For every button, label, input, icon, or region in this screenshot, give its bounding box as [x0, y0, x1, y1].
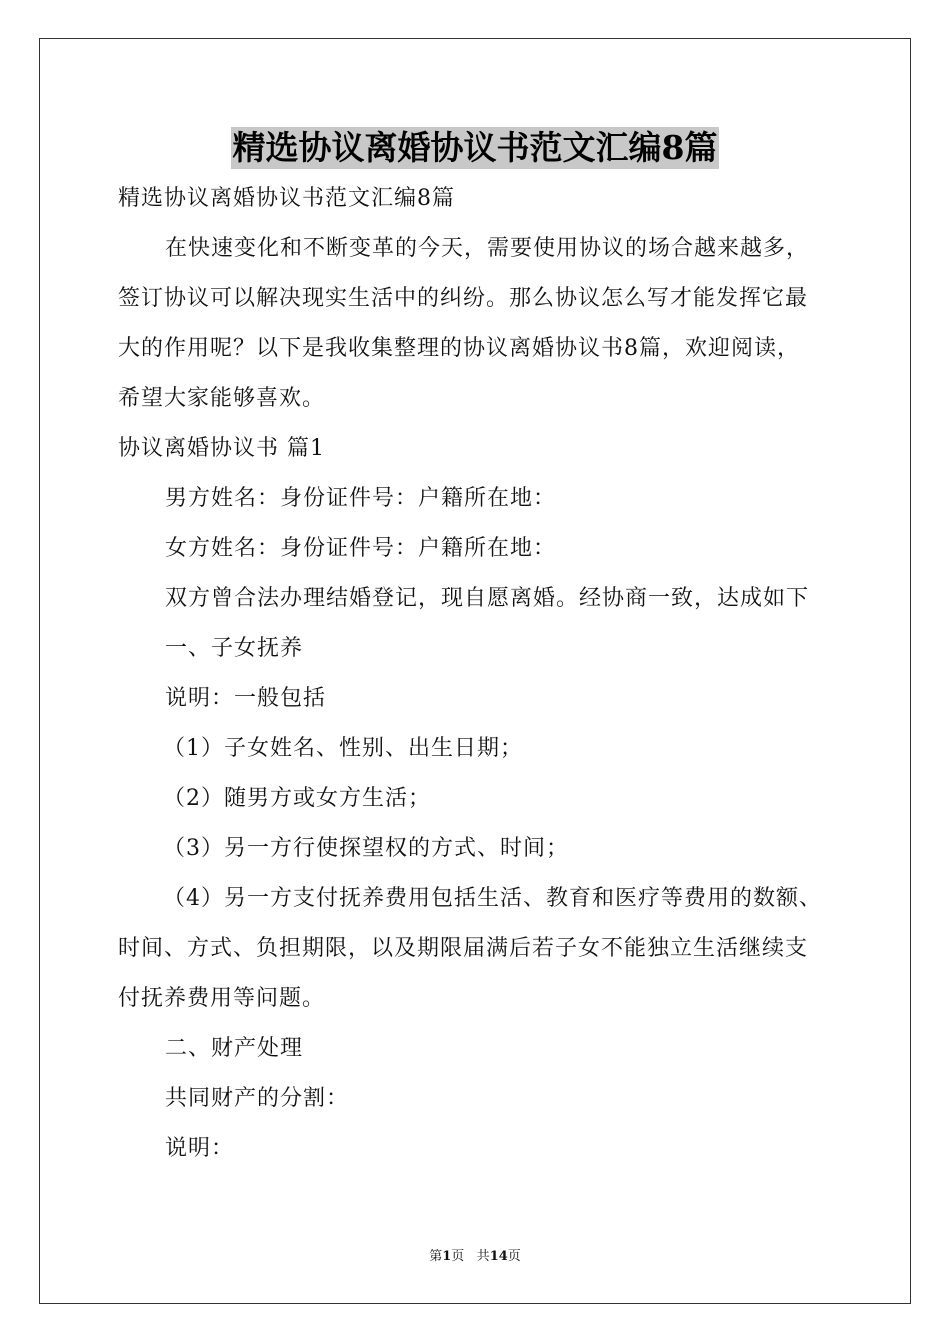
- item-4-line-2: 时间、方式、负担期限，以及期限届满后若子女不能独立生活继续支: [118, 936, 809, 961]
- explanation-line-2: 说明：: [165, 1136, 235, 1161]
- intro-line-4: 希望大家能够喜欢。: [118, 386, 326, 411]
- footer-page-suffix: 页: [451, 1249, 465, 1264]
- footer-total-suffix: 页: [507, 1249, 521, 1264]
- property-heading: 二、财产处理: [165, 1036, 304, 1061]
- item-1-line: （1）子女姓名、性别、出生日期；: [163, 736, 523, 761]
- item-2-line: （2）随男方或女方生活；: [163, 786, 431, 811]
- intro-line-1: 在快速变化和不断变革的今天，需要使用协议的场合越来越多，: [165, 236, 810, 261]
- footer-page-number: 1: [442, 1249, 452, 1264]
- child-custody-heading: 一、子女抚养: [165, 636, 304, 661]
- male-info-line: 男方姓名：身份证件号：户籍所在地：: [165, 486, 557, 511]
- section-heading: 协议离婚协议书 篇1: [118, 436, 325, 461]
- subtitle-line: 精选协议离婚协议书范文汇编8篇: [118, 186, 455, 211]
- intro-line-3: 大的作用呢？以下是我收集整理的协议离婚协议书8篇，欢迎阅读，: [118, 336, 800, 361]
- explanation-line: 说明：一般包括: [165, 686, 327, 711]
- female-info-line: 女方姓名：身份证件号：户籍所在地：: [165, 536, 557, 561]
- item-4-line-1: （4）另一方支付抚养费用包括生活、教育和医疗等费用的数额、: [163, 886, 822, 911]
- shared-property-line: 共同财产的分割：: [165, 1086, 350, 1111]
- agreement-line: 双方曾合法办理结婚登记，现自愿离婚。经协商一致，达成如下: [165, 586, 810, 611]
- footer-total-pages: 14: [489, 1249, 508, 1264]
- page-footer: [0, 1248, 950, 1266]
- page-border: [39, 38, 911, 1304]
- item-3-line: （3）另一方行使探望权的方式、时间；: [163, 836, 569, 861]
- title-container: [0, 127, 950, 169]
- footer-page-prefix: 第: [429, 1249, 443, 1264]
- document-title: 精选协议离婚协议书范文汇编8篇: [232, 128, 718, 167]
- intro-line-2: 签订协议可以解决现实生活中的纠纷。那么协议怎么写才能发挥它最: [118, 286, 809, 311]
- item-4-line-3: 付抚养费用等问题。: [118, 986, 326, 1011]
- footer-total-prefix: 共: [476, 1249, 490, 1264]
